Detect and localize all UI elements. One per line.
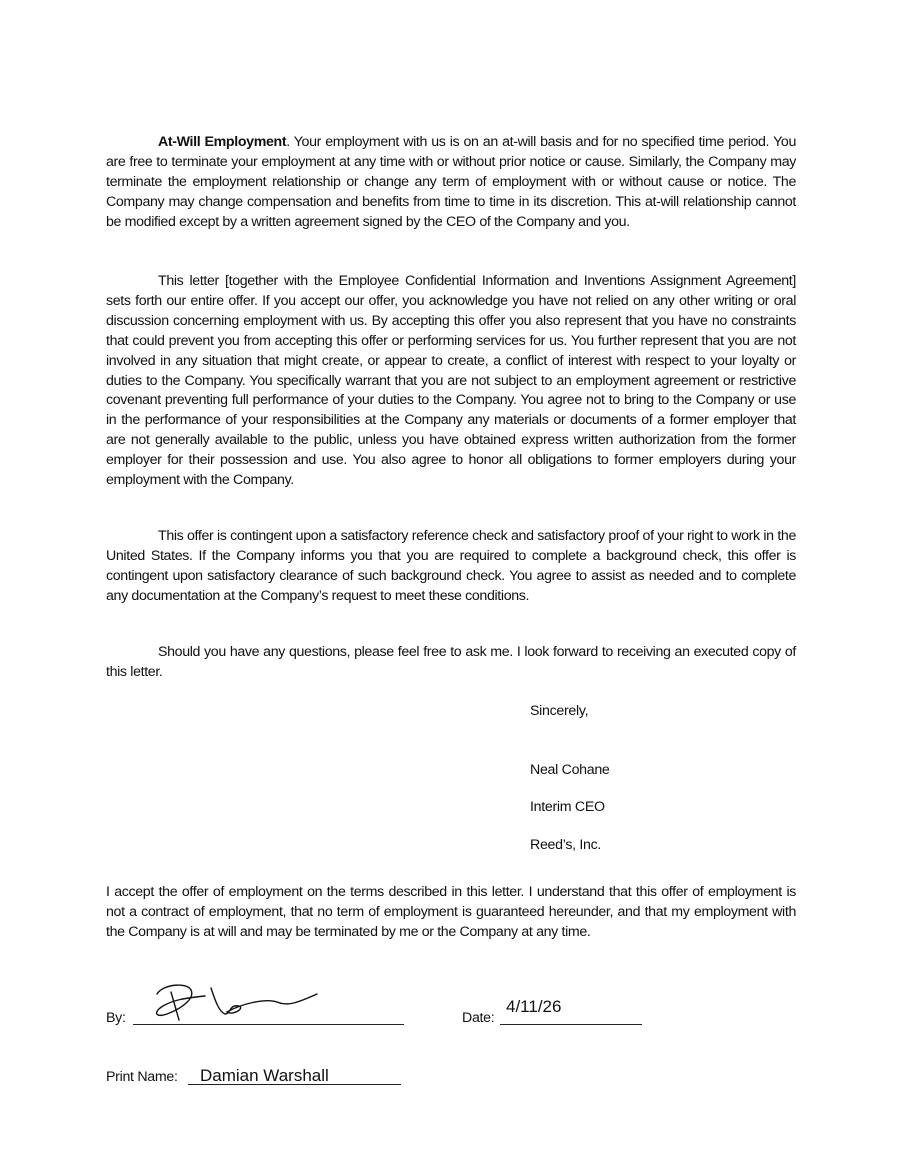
closing-salutation: Sincerely, — [530, 703, 589, 719]
date-line[interactable] — [500, 1024, 642, 1025]
acceptance-text: I accept the offer of employment on the terms described in this letter. I understand that this offer of employment is not a contract of employment, that no term of employment is guaranteed hereunder, and that my employment with the Company is at will and may be terminated by me or the Company at any time. — [106, 884, 796, 940]
signer-name: Neal Cohane — [530, 762, 610, 778]
acceptance-paragraph — [106, 883, 796, 943]
date-label: Date: — [462, 1010, 495, 1026]
print-name-line[interactable] — [188, 1084, 401, 1085]
date-value[interactable]: 4/11/26 — [506, 997, 562, 1016]
contingent-paragraph — [106, 527, 796, 607]
by-label: By: — [106, 1010, 126, 1026]
entire-offer-paragraph — [106, 272, 796, 491]
entire-offer-text: This letter [together with the Employee Confidential Information and Inventions Assignment Agreement] sets forth our entire offer. If you accept our offer, you acknowledge you have not relied on any other writing or oral discussion concerning employment with us. By accepting this offer you also represent that you have no constraints that could prevent you from accepting this offer or performing services for us. You further represent that you are not involved in any situation that might create, or appear to create, a conflict of interest with respect to your loyalty or duties to the Company. You specifically warrant that you are not subject to an employment agreement or restrictive covenant preventing full performance of your duties to the Company. You agree not to bring to the Company or use in the performance of your responsibilities at the Company any materials or documents of a former employer that are not generally available to the public, unless you have obtained express written authorization from the former employer for their possession and use. You also agree to honor all obligations to former employers during your employment with the Company. — [106, 273, 796, 489]
questions-text: Should you have any questions, please feel free to ask me. I look forward to receiving an executed copy of this letter. — [106, 644, 796, 680]
contingent-text: This offer is contingent upon a satisfactory reference check and satisfactory proof of your right to work in the United States. If the Company informs you that you are required to complete a background check, this offer is contingent upon satisfactory clearance of such background check. You agree to assist as needed and to complete any documentation at the Company’s request to meet these conditions. — [106, 528, 796, 604]
questions-paragraph — [106, 643, 796, 683]
print-name-label: Print Name: — [106, 1069, 178, 1085]
handwritten-signature-icon — [145, 980, 325, 1030]
at-will-heading: At-Will Employment — [158, 134, 287, 150]
at-will-body: . Your employment with us is on an at-will basis and for no specified time period. You are free to terminate your employment at any time with or without prior notice or cause. Similarly, the Company may terminate the employment relationship or change any term of employment with or without cause or notice. The Company may change compensation and benefits from time to time in its discretion. This at-will relationship cannot be modified except by a written agreement signed by the CEO of the Company and you. — [106, 134, 796, 230]
signer-title: Interim CEO — [530, 799, 605, 815]
print-name-value[interactable]: Damian Warshall — [200, 1066, 329, 1085]
company-name: Reed’s, Inc. — [530, 837, 602, 853]
at-will-paragraph — [106, 133, 796, 233]
